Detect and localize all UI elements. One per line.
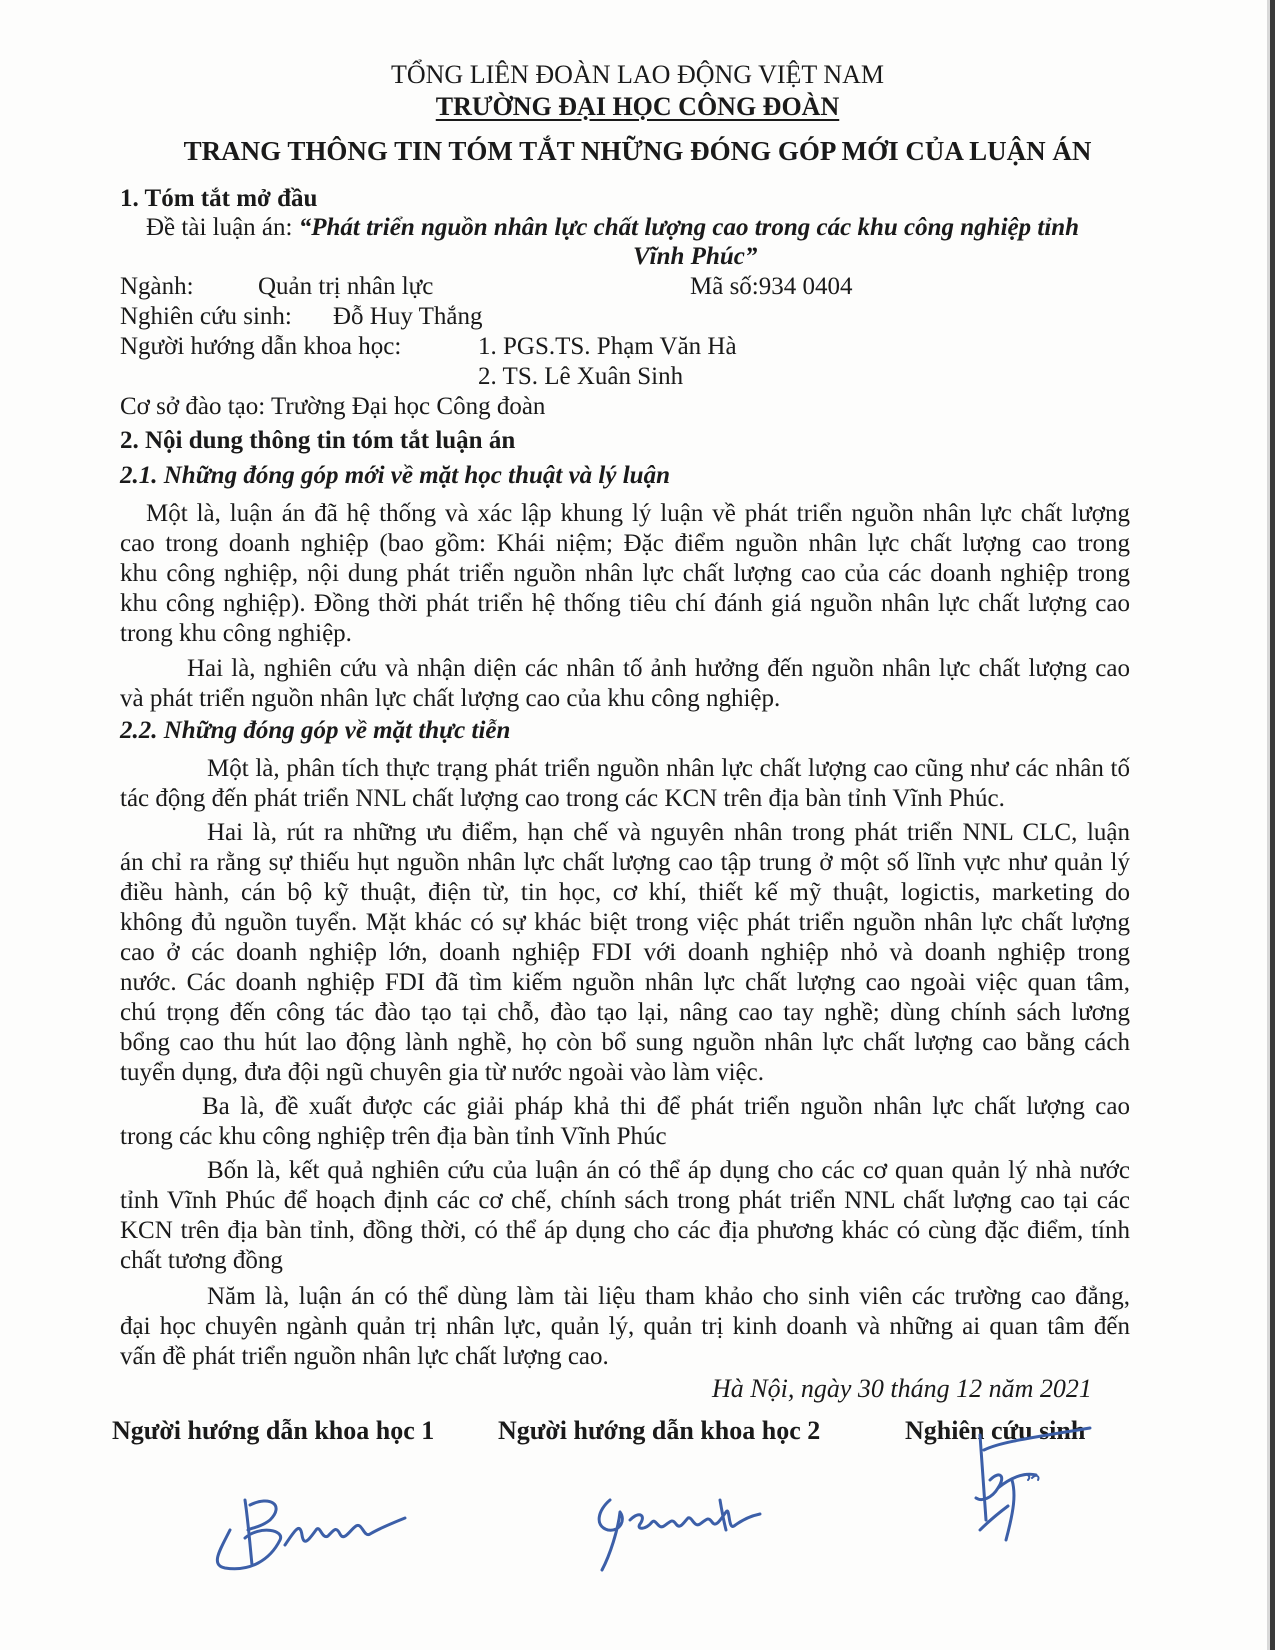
- p2-line: và phát triển nguồn nhân lực chất lượng cao của khu công nghiệp.: [120, 685, 781, 712]
- p4-line: chú trọng đến công tác đào tạo tại chỗ, đào tạo lại, nâng cao tay nghề; dùng chính sách lương: [120, 999, 1130, 1026]
- p7-line: đại học chuyên ngành quản trị nhân lực, quản lý, quản trị kinh doanh và những ai quan tâm đến: [120, 1313, 1130, 1340]
- p6-line: tỉnh Vĩnh Phúc để hoạch định các cơ chế, chính sách trong phát triển NNL chất lượng cao tại các: [120, 1187, 1130, 1214]
- p7-line: Năm là, luận án có thể dùng làm tài liệu tham khảo cho sinh viên các trường cao đẳng,: [207, 1283, 1130, 1310]
- signature-advisor-1: [190, 1460, 430, 1580]
- school-name: TRƯỜNG ĐẠI HỌC CÔNG ĐOÀN: [435, 92, 840, 121]
- topic-line2: Vĩnh Phúc”: [633, 243, 758, 270]
- signer-advisor-1: Người hướng dẫn khoa học 1: [112, 1416, 435, 1445]
- section2-heading: 2. Nội dung thông tin tóm tắt luận án: [120, 427, 516, 454]
- p6-line: KCN trên địa bàn tỉnh, đồng thời, có thể áp dụng cho các địa phương khác có cùng đặc điểm, tính: [120, 1217, 1130, 1244]
- p7-line: vấn đề phát triển nguồn nhân lực chất lượng cao.: [120, 1343, 609, 1370]
- p3-line: tác động đến phát triển NNL chất lượng cao trong các KCN trên địa bàn tỉnh Vĩnh Phúc.: [120, 785, 1005, 812]
- student-label: Nghiên cứu sinh:: [120, 303, 292, 330]
- p4-line: cao ở các doanh nghiệp lớn, doanh nghiệp FDI với doanh nghiệp nhỏ và doanh nghiệp trong: [120, 939, 1130, 966]
- topic-line1: Đề tài luận án: “Phát triển nguồn nhân lực chất lượng cao trong các khu công nghiệp tỉnh: [146, 214, 1080, 241]
- advisor-2: 2. TS. Lê Xuân Sinh: [478, 363, 684, 390]
- p4-line: không đủ nguồn tuyển. Mặt khác có sự khác biệt trong việc phát triển nguồn nhân lực chất lượng: [120, 909, 1130, 936]
- p6-line: chất tương đồng: [120, 1247, 283, 1274]
- major-value: Quản trị nhân lực: [258, 273, 434, 300]
- advisor-1: 1. PGS.TS. Phạm Văn Hà: [478, 333, 737, 360]
- p4-line: bổng cao thu hút lao động lành nghề, họ còn bổ sung nguồn nhân lực chất lượng cao bằng cách: [120, 1029, 1130, 1056]
- p1-line: cao trong doanh nghiệp (bao gồm: Khái niệm; Đặc điểm nguồn nhân lực chất lượng cao trong: [120, 530, 1130, 557]
- advisor-label: Người hướng dẫn khoa học:: [120, 333, 402, 360]
- subsection-2-1: 2.1. Những đóng góp mới về mặt học thuật và lý luận: [120, 462, 670, 489]
- p4-line: Hai là, rút ra những ưu điểm, hạn chế và nguyên nhân trong phát triển NNL CLC, luận: [207, 819, 1130, 846]
- p4-line: án chỉ ra rằng sự thiếu hụt nguồn nhân lực chất lượng cao tập trung ở một số lĩnh vực như quản lý: [120, 849, 1130, 876]
- p6-line: Bốn là, kết quả nghiên cứu của luận án có thể áp dụng cho các cơ quan quản lý nhà nước: [207, 1157, 1130, 1184]
- p4-line: tuyển dụng, đưa đội ngũ chuyên gia từ nước ngoài vào làm việc.: [120, 1059, 764, 1086]
- signer-student: Nghiên cứu sinh: [905, 1416, 1086, 1445]
- major-code: Mã số:934 0404: [690, 273, 853, 300]
- signature-student: [940, 1420, 1120, 1560]
- page-title: TRANG THÔNG TIN TÓM TẮT NHỮNG ĐÓNG GÓP MỚI CỦA LUẬN ÁN: [183, 136, 1092, 166]
- date-line: Hà Nội, ngày 30 tháng 12 năm 2021: [712, 1374, 1092, 1403]
- p1-line: trong khu công nghiệp.: [120, 620, 352, 647]
- major-label: Ngành:: [120, 273, 194, 300]
- student-value: Đỗ Huy Thắng: [333, 303, 483, 330]
- signer-advisor-2: Người hướng dẫn khoa học 2: [498, 1416, 821, 1445]
- p4-line: điều hành, cán bộ kỹ thuật, điện từ, tin học, cơ khí, thiết kế mỹ thuật, logictis, marketing do: [120, 879, 1130, 906]
- p1-line: Một là, luận án đã hệ thống và xác lập khung lý luận về phát triển nguồn nhân lực chất lượng: [146, 500, 1130, 527]
- signature-advisor-2: [580, 1460, 800, 1580]
- section1-heading: 1. Tóm tắt mở đầu: [120, 185, 318, 212]
- p5-line: trong các khu công nghiệp trên địa bàn tỉnh Vĩnh Phúc: [120, 1123, 667, 1150]
- subsection-2-2: 2.2. Những đóng góp về mặt thực tiễn: [120, 717, 511, 744]
- p4-line: nước. Các doanh nghiệp FDI đã tìm kiếm nguồn nhân lực chất lượng cao ngoài việc quan tâm,: [120, 969, 1130, 996]
- institution: Cơ sở đào tạo: Trường Đại học Công đoàn: [120, 393, 546, 420]
- org-name: TỔNG LIÊN ĐOÀN LAO ĐỘNG VIỆT NAM: [391, 60, 884, 89]
- p1-line: khu công nghiệp, nội dung phát triển nguồn nhân lực chất lượng cao của các doanh nghiệp trong: [120, 560, 1130, 587]
- p5-line: Ba là, đề xuất được các giải pháp khả thi để phát triển nguồn nhân lực chất lượng cao: [202, 1093, 1130, 1120]
- p1-line: khu công nghiệp). Đồng thời phát triển hệ thống tiêu chí đánh giá nguồn nhân lực chất lượng cao: [120, 590, 1130, 617]
- p2-line: Hai là, nghiên cứu và nhận diện các nhân tố ảnh hưởng đến nguồn nhân lực chất lượng cao: [187, 655, 1130, 682]
- scan-edge: [1270, 0, 1275, 1650]
- p3-line: Một là, phân tích thực trạng phát triển nguồn nhân lực chất lượng cao cũng như các nhân tố: [207, 755, 1130, 782]
